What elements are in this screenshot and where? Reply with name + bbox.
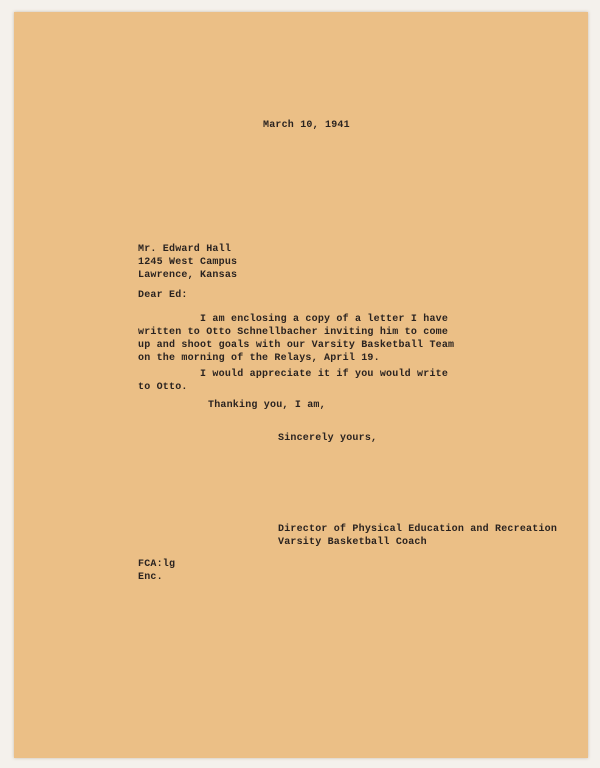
body-paragraph-2 bbox=[138, 368, 448, 394]
body-line: on the morning of the Relays, April 19. bbox=[138, 353, 380, 364]
recipient-street: 1245 West Campus bbox=[138, 257, 238, 268]
typist-initials: FCA:lg bbox=[138, 559, 176, 570]
signature-title: Director of Physical Education and Recreation bbox=[278, 524, 558, 535]
body-line: I would appreciate it if you would write bbox=[138, 369, 449, 380]
body-line: up and shoot goals with our Varsity Basketball Team bbox=[138, 340, 455, 351]
recipient-city: Lawrence, Kansas bbox=[138, 270, 238, 281]
body-line: written to Otto Schnellbacher inviting him to come bbox=[138, 327, 449, 338]
body-paragraph-1 bbox=[138, 313, 454, 365]
enclosure-note: Enc. bbox=[138, 572, 163, 583]
thanks-line: Thanking you, I am, bbox=[208, 400, 326, 411]
salutation: Dear Ed: bbox=[138, 290, 188, 301]
recipient-name: Mr. Edward Hall bbox=[138, 244, 232, 255]
letter-date: March 10, 1941 bbox=[263, 120, 350, 131]
signature-block bbox=[278, 523, 557, 549]
body-line: to Otto. bbox=[138, 382, 188, 393]
complimentary-closing: Sincerely yours, bbox=[278, 433, 378, 444]
reference-initials bbox=[138, 558, 175, 584]
letter-page bbox=[14, 12, 588, 758]
signature-title: Varsity Basketball Coach bbox=[278, 537, 427, 548]
body-line: I am enclosing a copy of a letter I have bbox=[138, 314, 449, 325]
recipient-address bbox=[138, 243, 237, 282]
